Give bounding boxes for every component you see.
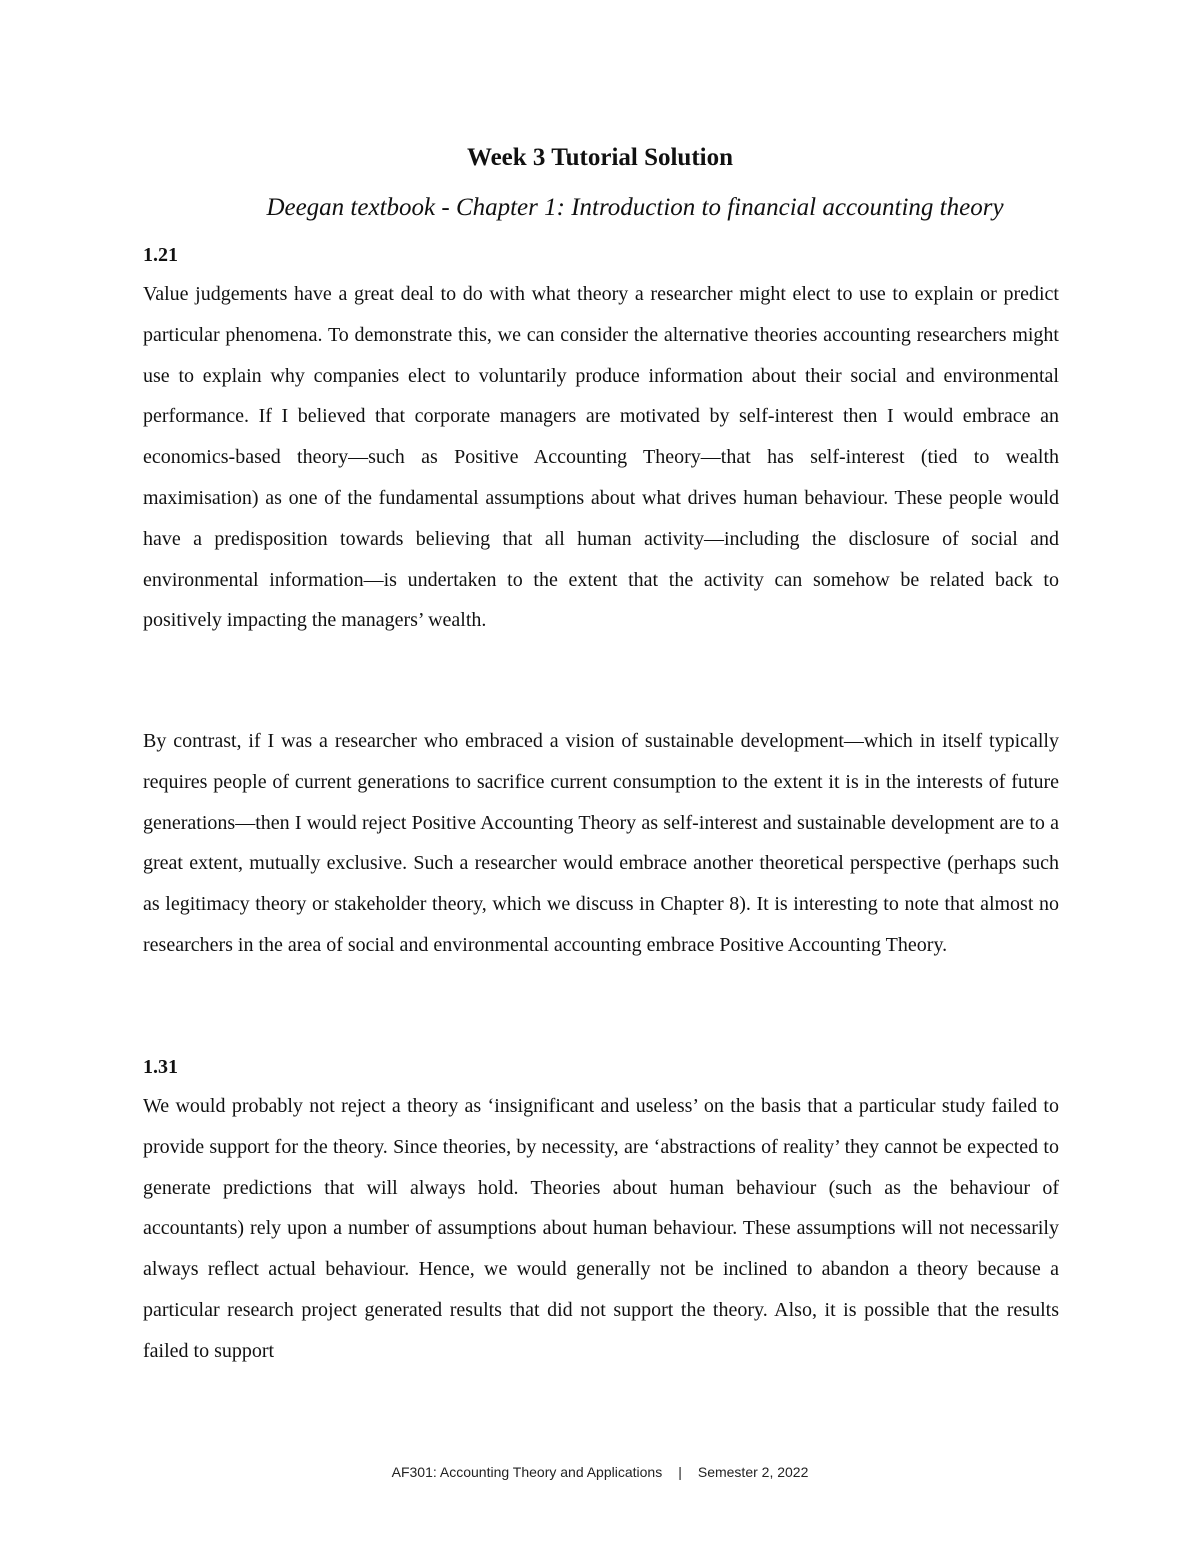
- paragraph-1-21-a: Value judgements have a great deal to do with what theory a researcher might elect to use to explain or predict particular phenomena. To demonstrate this, we can consider the alternative theories accounting researchers might use to explain why companies elect to voluntarily produce information about their social and environmental performance. If I believed that corporate managers are motivated by self-interest then I would embrace an economics-based theory—such as Positive Accounting Theory—that has self-interest (tied to wealth maximisation) as one of the fundamental assumptions about what drives human behaviour. These people would have a predisposition towards believing that all human activity—including the disclosure of social and environmental information—is undertaken to the extent that the activity can somehow be related back to positively impacting the managers’ wealth.: [143, 283, 1059, 632]
- section-heading-1-21: 1.21: [143, 244, 178, 266]
- paragraph-1-31-a: We would probably not reject a theory as ‘insignificant and useless’ on the basis that a particular study failed to provide support for the theory. Since theories, by necessity, are ‘abstractions of reality’ they cannot be expected to generate predictions that will always hold. Theories about human behaviour (such as the behaviour of accountants) rely upon a number of assumptions about human behaviour. These assumptions will not necessarily always reflect actual behaviour. Hence, we would generally not be inclined to abandon a theory because a particular research project generated results that did not support the theory. Also, it is possible that the results failed to support: [143, 1095, 1059, 1362]
- footer-semester: Semester 2, 2022: [697, 1464, 809, 1480]
- page-title: Week 3 Tutorial Solution: [466, 144, 734, 171]
- paragraph-1-21-b: By contrast, if I was a researcher who embraced a vision of sustainable development—which in itself typically requires people of current generations to sacrifice current consumption to the extent it is in the interests of future generations—then I would reject Positive Accounting Theory as self-interest and sustainable development are to a great extent, mutually exclusive. Such a researcher would embrace another theoretical perspective (perhaps such as legitimacy theory or stakeholder theory, which we discuss in Chapter 8). It is interesting to note that almost no researchers in the area of social and environmental accounting embrace Positive Accounting Theory.: [143, 730, 1059, 956]
- section-heading-1-31: 1.31: [143, 1056, 178, 1078]
- page-subtitle: Deegan textbook - Chapter 1: Introduction to financial accounting theory: [266, 194, 1004, 221]
- page-footer: [0, 1462, 1200, 1482]
- footer-separator: |: [678, 1464, 682, 1480]
- footer-course: AF301: Accounting Theory and Applications: [391, 1464, 663, 1480]
